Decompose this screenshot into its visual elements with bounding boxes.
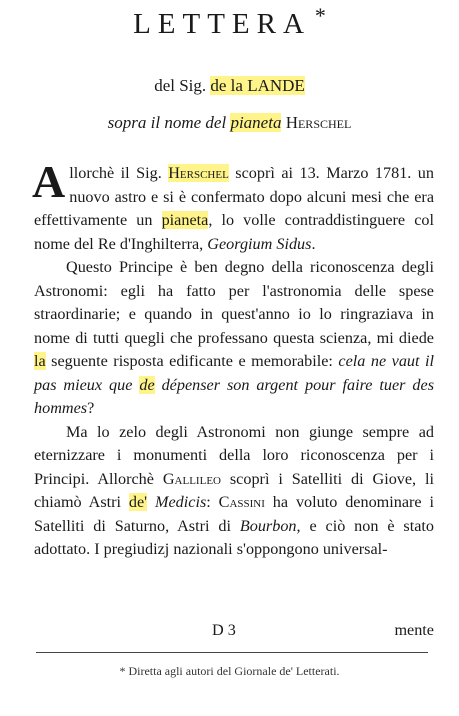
p2-text-1: Questo Principe è ben degno della riconoscenza degli Astronomi: egli ha fatto per l'astronomia delle spese straordinarie; e quando in quest'anno io lo ringraziava in nome di tutti quegli che professano questa scienza, mi diede (34, 258, 434, 347)
footnote-marker: * (314, 3, 326, 28)
catchword: mente (394, 621, 434, 639)
paragraph-2 (34, 256, 434, 421)
p3-text-2: scoprì i Satelliti di Giove, li chiamò Astri (34, 469, 435, 511)
p1-text-3: , lo volle contraddistinguere col nome del Re d'Inghilterra, (34, 211, 434, 253)
cassini-name: Cassini (218, 493, 265, 511)
medicis-name: Medicis (147, 493, 207, 511)
page-title (0, 3, 459, 41)
author-line (0, 76, 459, 96)
p2-text-3: ? (87, 399, 95, 417)
signature-mark: D 3 (212, 621, 236, 639)
bourbon-name: Bourbon (239, 516, 297, 535)
p1-text-4: . (311, 234, 316, 253)
pianeta-highlight: pianeta (161, 211, 209, 229)
topic-herschel: Herschel (285, 113, 352, 132)
footnote: * Diretta agli autori del Giornale de' Letterati. (119, 664, 340, 678)
de-highlight: de (139, 375, 155, 394)
paragraph-3 (34, 421, 434, 562)
author-prefix: del Sig. (154, 76, 211, 95)
p2-text-2: seguente risposta edificante e memorabile: (45, 352, 339, 370)
topic-prefix: sopra il nome del (107, 113, 231, 132)
letter-body (32, 156, 435, 562)
title-text: LETTERA (133, 8, 311, 40)
georgium-sidus: Georgium Sidus (207, 234, 312, 253)
topic-line (0, 113, 459, 133)
paragraph-1 (32, 156, 434, 256)
p1-text-2: scoprì ai 13. Marzo 1781. un nuovo astro e si è confermato dopo alcuni mesi che era effettivamente un (34, 164, 434, 229)
la-highlight: la (34, 352, 46, 370)
p1-text-1: llorchè il Sig. (69, 164, 169, 182)
quote-part-1: cela ne vaut il pas mieux que (34, 352, 434, 394)
p3-text-4: ha voluto denominare i Satelliti di Saturno, Astri di (34, 493, 434, 535)
author-name-highlight: de la LANDE (210, 76, 305, 95)
catch-line (34, 621, 434, 643)
de-apostrophe-highlight: de' (128, 493, 148, 511)
drop-cap: A (32, 156, 66, 207)
p3-text-3: : (206, 493, 219, 511)
p3-text-5: , e ciò non è stato adottato. I pregiudizj nazionali s'oppongono universal- (34, 516, 434, 558)
herschel-highlight: Herschel (168, 164, 229, 182)
topic-pianeta-highlight: pianeta (230, 113, 282, 132)
galileo-name: Gallileo (162, 469, 221, 488)
quote-part-2: dépenser son argent pour faire tuer des hommes (34, 375, 434, 417)
p3-text-1: Ma lo zelo degli Astronomi non giunge sempre ad eternizzare i monumenti della loro riconoscenza per i Principi. Allorchè (34, 422, 434, 488)
footnote-divider (36, 652, 428, 653)
